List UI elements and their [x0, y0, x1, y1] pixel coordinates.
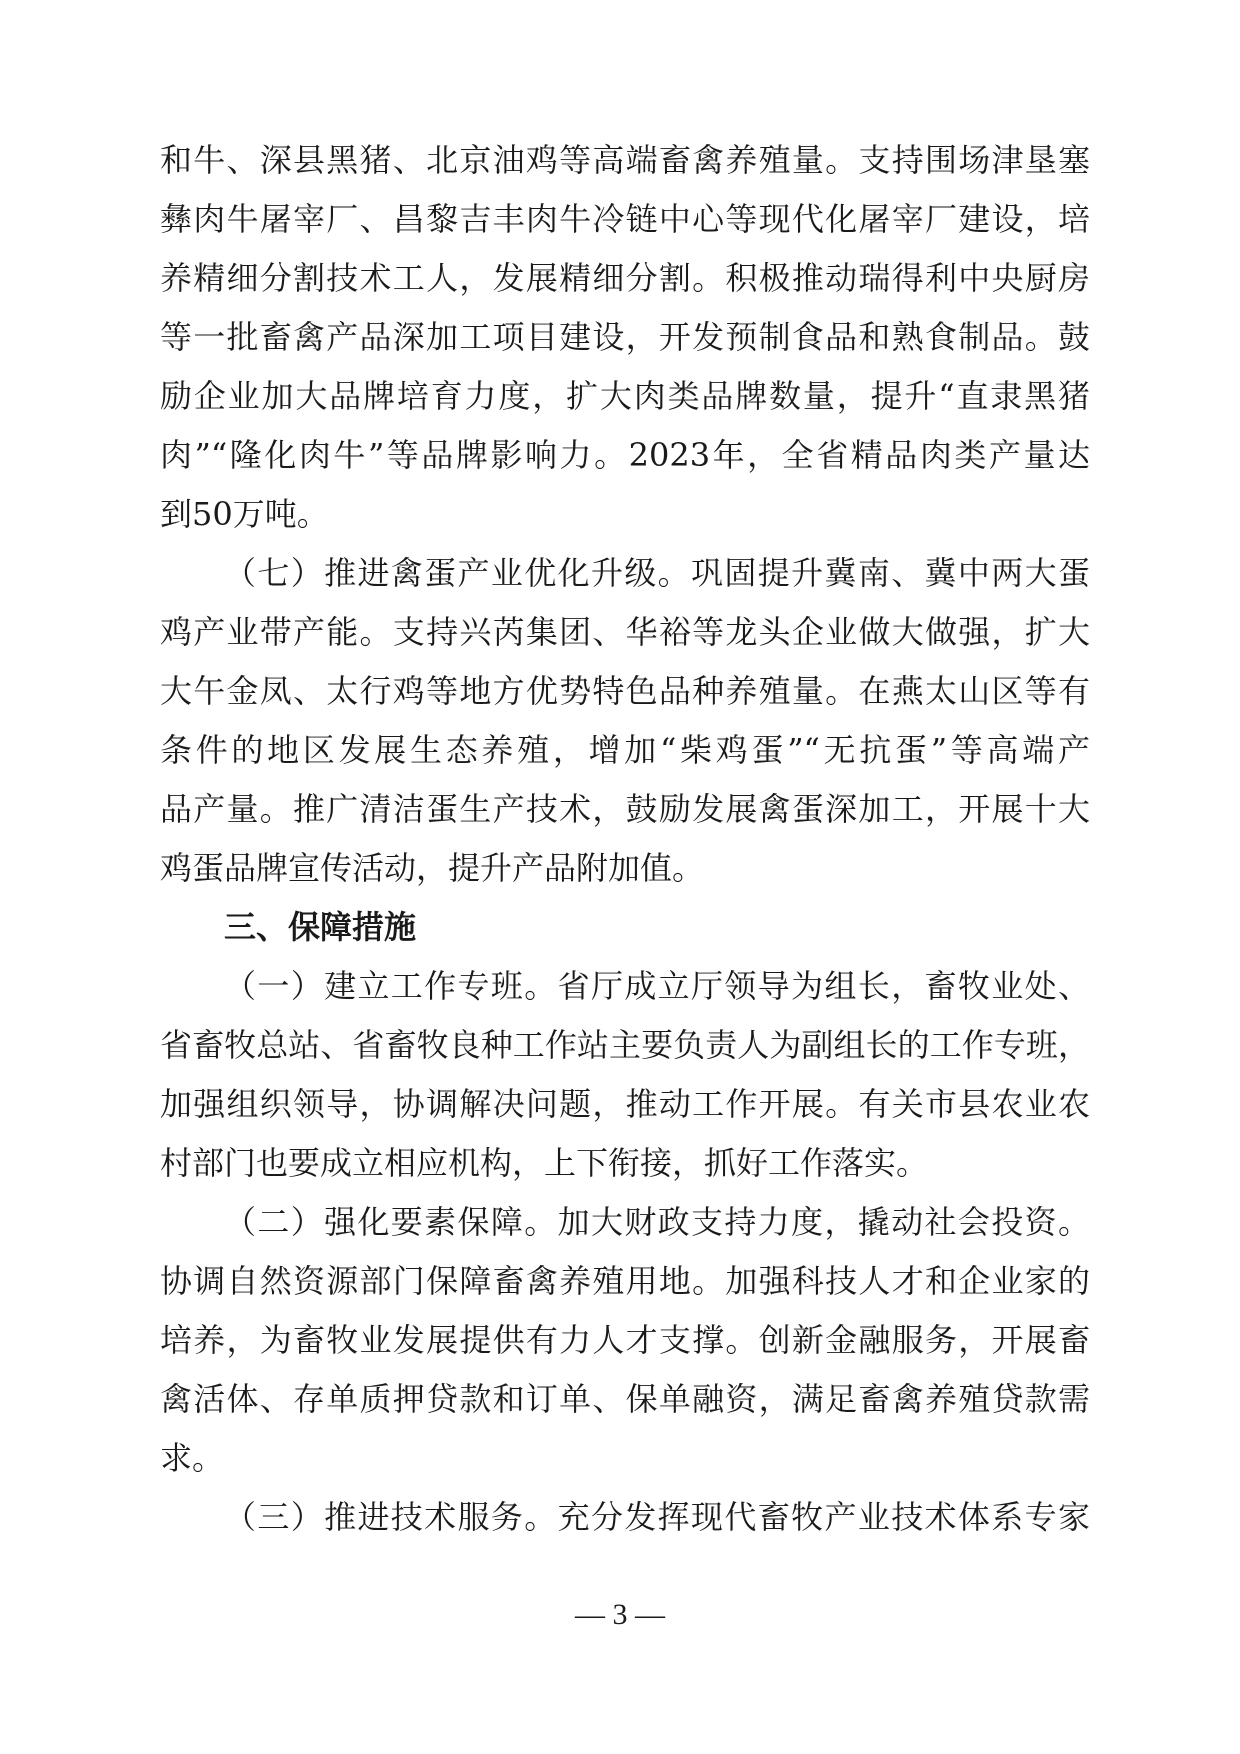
body-line: 大午金凤、太行鸡等地方优势特色品种养殖量。在燕太山区等有 — [160, 672, 1090, 710]
body-line: 鸡产业带产能。支持兴芮集团、华裕等龙头企业做大做强，扩大 — [160, 613, 1090, 651]
body-line: 品产量。推广清洁蛋生产技术，鼓励发展禽蛋深加工，开展十大 — [160, 790, 1090, 828]
body-line: 求。 — [160, 1439, 225, 1477]
body-line: 禽活体、存单质押贷款和订单、保单融资，满足畜禽养殖贷款需 — [160, 1380, 1090, 1418]
body-line: 等一批畜禽产品深加工项目建设，开发预制食品和熟食制品。鼓 — [160, 318, 1090, 356]
body-line: 到50万吨。 — [160, 495, 329, 533]
page-number: — 3 — — [575, 1598, 665, 1631]
body-line: 肉”“隆化肉牛”等品牌影响力。2023年，全省精品肉类产量达 — [160, 436, 1090, 474]
body-line: 彝肉牛屠宰厂、昌黎吉丰肉牛冷链中心等现代化屠宰厂建设，培 — [160, 200, 1090, 238]
body-line: 省畜牧总站、省畜牧良种工作站主要负责人为副组长的工作专班， — [160, 1026, 1090, 1064]
body-line: 培养，为畜牧业发展提供有力人才支撑。创新金融服务，开展畜 — [160, 1321, 1090, 1359]
body-line: 加强组织领导，协调解决问题，推动工作开展。有关市县农业农 — [160, 1085, 1090, 1123]
section-heading: 三、保障措施 — [224, 908, 417, 946]
body-line: 条件的地区发展生态养殖，增加“柴鸡蛋”“无抗蛋”等高端产 — [160, 731, 1090, 769]
body-line: 协调自然资源部门保障畜禽养殖用地。加强科技人才和企业家的 — [160, 1262, 1090, 1300]
measure-2-line: （二）强化要素保障。加大财政支持力度，撬动社会投资。 — [224, 1203, 1090, 1241]
measure-1-line: （一）建立工作专班。省厅成立厅领导为组长，畜牧业处、 — [224, 967, 1090, 1005]
body-line: 村部门也要成立相应机构，上下衔接，抓好工作落实。 — [160, 1144, 929, 1182]
body-line: 和牛、深县黑猪、北京油鸡等高端畜禽养殖量。支持围场津垦塞 — [160, 141, 1090, 179]
measure-3-line: （三）推进技术服务。充分发挥现代畜牧产业技术体系专家 — [224, 1498, 1090, 1536]
body-line: 养精细分割技术工人，发展精细分割。积极推动瑞得利中央厨房 — [160, 259, 1090, 297]
body-line: 鸡蛋品牌宣传活动，提升产品附加值。 — [160, 849, 705, 887]
section-item-7-line: （七）推进禽蛋产业优化升级。巩固提升冀南、冀中两大蛋 — [224, 554, 1090, 592]
body-line: 励企业加大品牌培育力度，扩大肉类品牌数量，提升“直隶黑猪 — [160, 377, 1090, 415]
